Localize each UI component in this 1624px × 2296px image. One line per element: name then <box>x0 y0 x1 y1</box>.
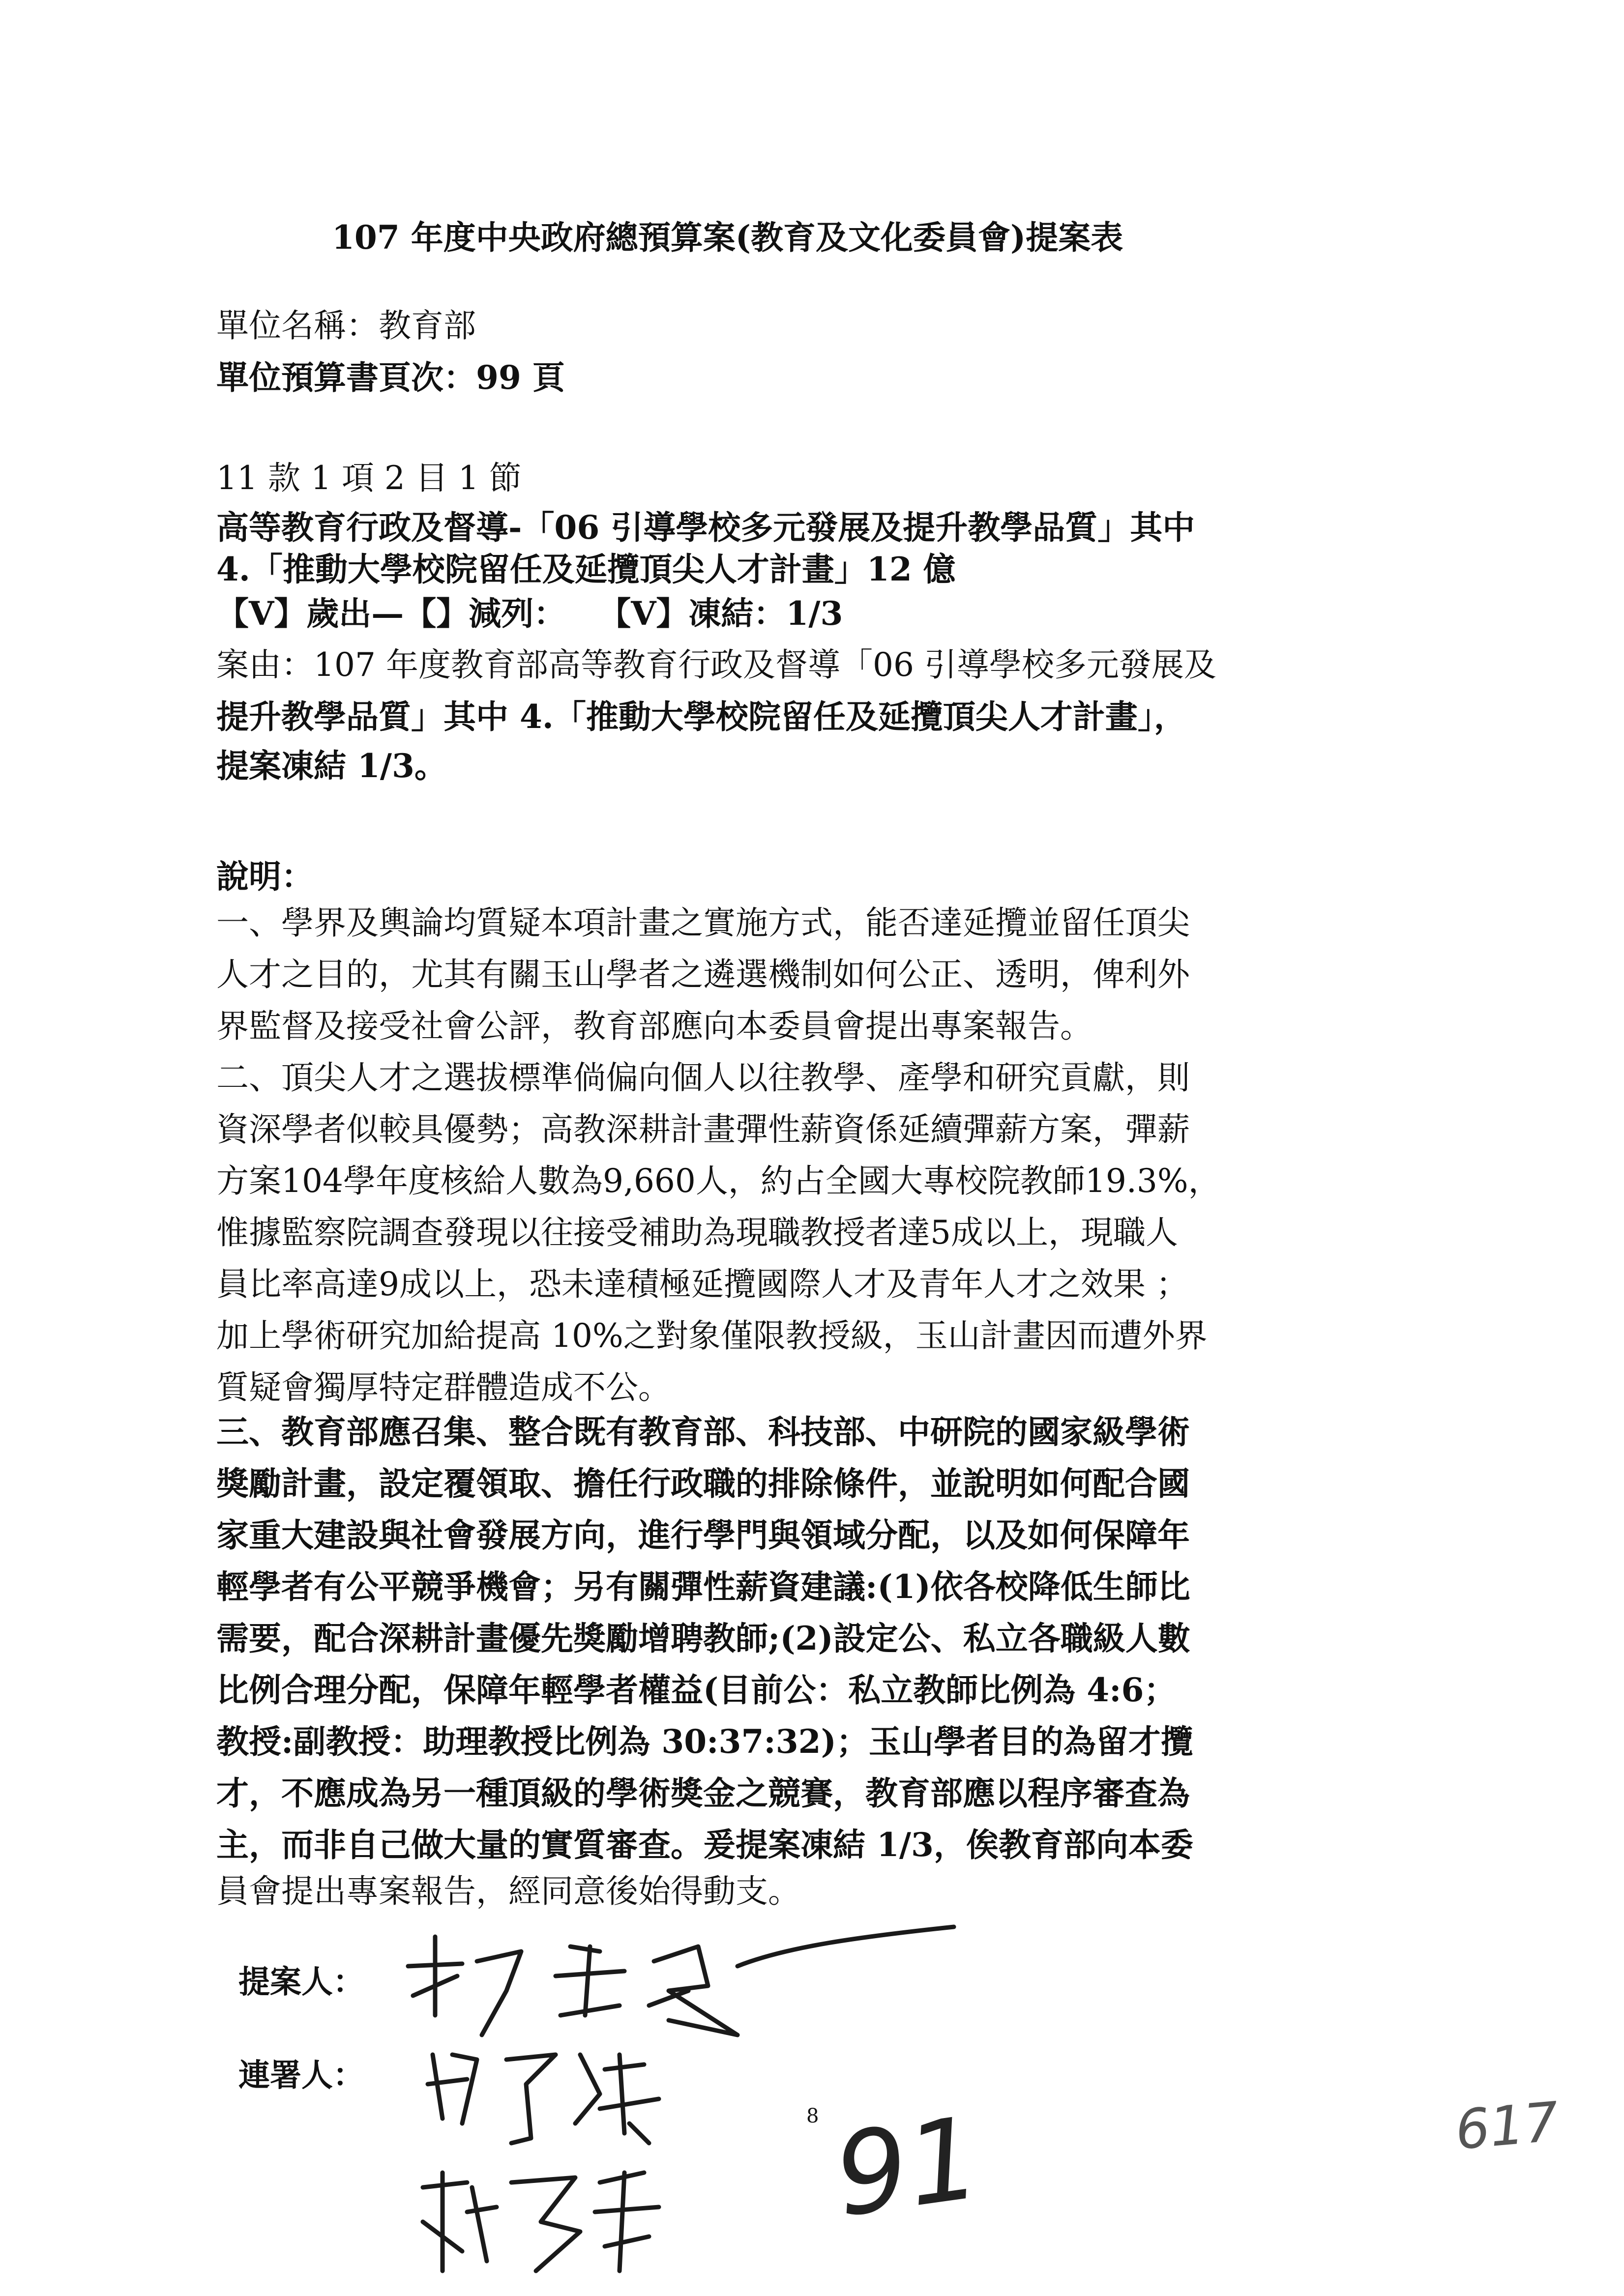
para2-line: 加上學術研究加給提高 10%之對象僅限教授級，玉山計畫因而遭外界 <box>216 1317 1208 1355</box>
item-line-2: 4.「推動大學校院留任及延攬頂尖人才計畫」12 億 <box>216 550 956 588</box>
item-line-1: 高等教育行政及督導-「06 引導學校多元發展及提升教學品質」其中 <box>216 508 1195 547</box>
proposer-label: 提案人： <box>238 1964 364 2001</box>
para3-line: 輕學者有公平競爭機會；另有關彈性薪資建議:(1)依各校降低生師比 <box>216 1568 1190 1606</box>
cosigner-signatures <box>413 2025 806 2281</box>
para3-line: 需要，配合深耕計畫優先獎勵增聘教師;(2)設定公、私立各職級人數 <box>216 1619 1190 1657</box>
para3-line: 比例合理分配，保障年輕學者權益(目前公：私立教師比例為 4:6； <box>216 1671 1177 1709</box>
page-number: 8 <box>806 2105 819 2127</box>
para3-line: 員會提出專案報告，經同意後始得動支。 <box>216 1872 800 1910</box>
para1-line: 人才之目的，尤其有關玉山學者之遴選機制如何公正、透明，俾利外 <box>216 956 1190 993</box>
para3-line: 獎勵計畫，設定覆領取、擔任行政職的排除條件，並說明如何配合國 <box>216 1464 1190 1503</box>
para3-line: 主，而非自己做大量的實質審查。爰提案凍結 1/3，俟教育部向本委 <box>216 1826 1193 1864</box>
para2-line: 惟據監察院調查發現以往接受補助為現職教授者達5成以上，現職人 <box>216 1214 1178 1251</box>
para2-line: 資深學者似較具優勢；高教深耕計畫彈性薪資係延續彈薪方案，彈薪 <box>216 1110 1190 1148</box>
para1-line: 一、學界及輿論均質疑本項計畫之實施方式，能否達延攬並留任頂尖 <box>216 904 1190 942</box>
para2-line: 質疑會獨厚特定群體造成不公。 <box>216 1368 671 1406</box>
document-title: 107 年度中央政府總預算案(教育及文化委員會)提案表 <box>332 218 1123 257</box>
para2-line: 二、頂尖人才之選拔標準倘偏向個人以往教學、產學和研究貢獻，則 <box>216 1059 1190 1097</box>
tally-number: 91 <box>827 2092 988 2243</box>
para2-line: 方案104學年度核給人數為9,660人，約占全國大專校院教師19.3%， <box>216 1162 1221 1200</box>
reason-line-3: 提案凍結 1/3。 <box>216 747 447 785</box>
para1-line: 界監督及接受社會公評，教育部應向本委員會提出專案報告。 <box>216 1007 1093 1045</box>
para3-line: 三、教育部應召集、整合既有教育部、科技部、中研院的國家級學術 <box>216 1413 1190 1451</box>
cosigner-label: 連署人： <box>238 2057 364 2094</box>
options-line: 【V】歲出—【】減列： 【V】凍結：1/3 <box>216 594 843 633</box>
reason-line-1: 案由：107 年度教育部高等教育行政及督導「06 引導學校多元發展及 <box>216 646 1216 684</box>
page-stamp-number: 617 <box>1452 2090 1562 2162</box>
para2-line: 員比率高達9成以上，恐未達積極延攬國際人才及青年人才之效果 ； <box>216 1265 1188 1303</box>
reason-line-2: 提升教學品質」其中 4.「推動大學校院留任及延攬頂尖人才計畫」， <box>216 698 1186 736</box>
para3-line: 才，不應成為另一種頂級的學術獎金之競賽，教育部應以程序審查為 <box>216 1774 1190 1812</box>
para3-line: 教授:副教授：助理教授比例為 30:37:32)；玉山學者目的為留才攬 <box>216 1722 1193 1761</box>
item-code: 11 款 1 項 2 目 1 節 <box>216 459 522 497</box>
unit-name: 單位名稱：教育部 <box>216 307 476 345</box>
budget-page-reference: 單位預算書頁次：99 頁 <box>216 358 565 397</box>
explanation-heading: 說明： <box>216 857 314 896</box>
para3-line: 家重大建設與社會發展方向，進行學門與領域分配，以及如何保障年 <box>216 1516 1190 1554</box>
